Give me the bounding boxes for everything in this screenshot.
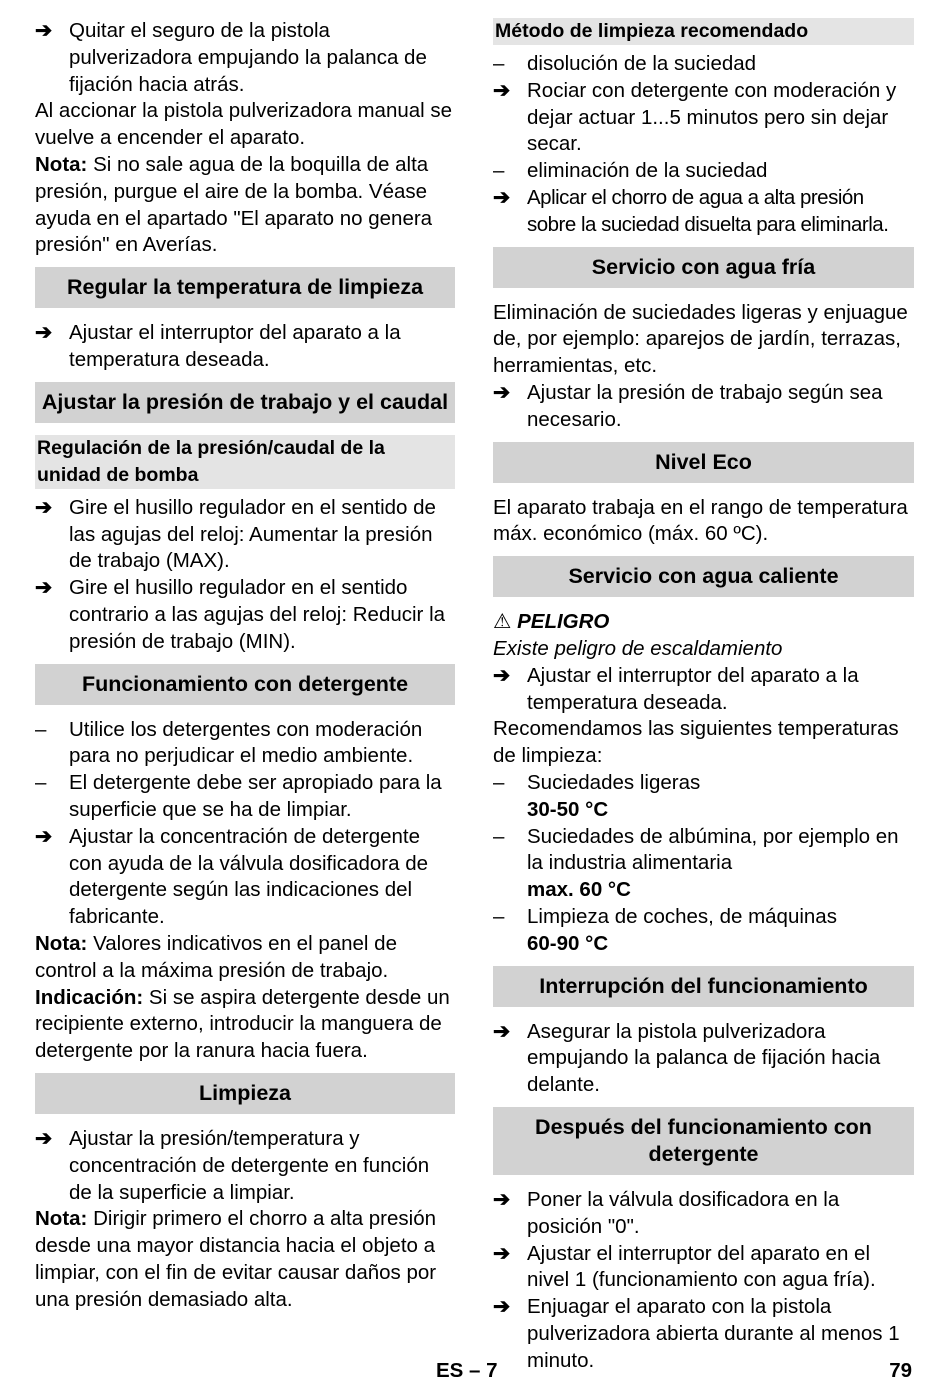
- dash-marker: –: [493, 770, 505, 794]
- section-heading: Nivel Eco: [493, 442, 914, 483]
- list-item: ➔ Ajustar la presión de trabajo según sea necesario.: [493, 380, 883, 431]
- page-number: 79: [889, 1359, 912, 1382]
- section-heading: Regular la temperatura de limpieza: [35, 267, 455, 308]
- arrow-icon: ➔: [493, 1187, 511, 1211]
- list-item: – eliminación de la suciedad: [493, 158, 914, 185]
- list-item: ➔ Aplicar el chorro de agua a alta presión sobre la suciedad disuelta para eliminarla.: [493, 185, 889, 236]
- list-item: ➔ Enjuagar el aparato con la pistola pulverizadora abierta durante al menos 1 minuto.: [493, 1295, 900, 1372]
- warning-icon: ⚠: [493, 610, 512, 634]
- temperature-value: max. 60 °C: [527, 878, 631, 902]
- list-item: ➔ Ajustar el interruptor del aparato en el nivel 1 (funcionamiento con agua fría).: [493, 1241, 876, 1292]
- dash-marker: –: [35, 771, 47, 795]
- note-paragraph: Nota: Valores indicativos en el panel de control a la máxima presión de trabajo.: [35, 931, 397, 982]
- section-heading: Interrupción del funcionamiento: [493, 966, 914, 1007]
- dash-marker: –: [493, 159, 505, 183]
- warning-text: Existe peligro de escaldamiento: [493, 636, 783, 660]
- paragraph: Recomendamos las siguientes temperaturas de limpieza:: [493, 717, 899, 768]
- list-item: ➔ Gire el husillo regulador en el sentido contrario a las agujas del reloj: Reducir la presión de trabajo (MIN).: [35, 576, 446, 653]
- warning-label: ⚠ PELIGRO: [493, 610, 610, 634]
- arrow-icon: ➔: [493, 1019, 511, 1043]
- section-heading: Limpieza: [35, 1073, 455, 1114]
- section-heading: Ajustar la presión de trabajo y el caudal: [35, 382, 455, 423]
- paragraph: Al accionar la pistola pulverizadora manual se vuelve a encender el aparato.: [35, 99, 453, 150]
- arrow-icon: ➔: [493, 78, 511, 102]
- arrow-icon: ➔: [493, 185, 510, 209]
- arrow-icon: ➔: [493, 1295, 511, 1319]
- section-heading: Servicio con agua fría: [493, 247, 914, 288]
- dash-marker: –: [35, 717, 47, 741]
- subsection-heading: Regulación de la presión/caudal de la unidad de bomba: [35, 435, 455, 489]
- list-item: ➔ Ajustar el interruptor del aparato a la temperatura deseada.: [493, 663, 859, 714]
- list-item: – Limpieza de coches, de máquinas 60-90 °C: [493, 904, 837, 955]
- list-item: ➔ Poner la válvula dosificadora en la posición "0".: [493, 1187, 840, 1238]
- section-heading: Servicio con agua caliente: [493, 556, 914, 597]
- section-heading: Funcionamiento con detergente: [35, 664, 455, 705]
- list-item: ➔ Quitar el seguro de la pistola pulverizadora empujando la palanca de fijación hacia atrás.: [35, 19, 427, 96]
- section-heading: Después del funcionamiento con detergente: [493, 1107, 914, 1175]
- list-item: ➔ Ajustar la concentración de detergente con ayuda de la válvula dosificadora de detergente según las indicaciones del fabricante.: [35, 824, 428, 929]
- paragraph: El aparato trabaja en el rango de temperatura máx. económico (máx. 60 ºC).: [493, 495, 908, 546]
- arrow-icon: ➔: [35, 576, 53, 600]
- arrow-icon: ➔: [493, 1241, 511, 1265]
- dash-marker: –: [493, 904, 505, 928]
- dash-marker: –: [493, 52, 505, 75]
- list-item: ➔ Gire el husillo regulador en el sentido de las agujas del reloj: Aumentar la presión de trabajo (MAX).: [35, 495, 436, 573]
- list-item: ➔ Ajustar la presión/temperatura y concentración de detergente en función de la superficie a limpiar.: [35, 1126, 430, 1204]
- arrow-icon: ➔: [493, 663, 511, 687]
- left-column: [35, 18, 455, 1313]
- subsection-heading: Método de limpieza recomendado: [493, 18, 914, 45]
- temperature-value: 60-90 °C: [527, 931, 609, 955]
- arrow-icon: ➔: [35, 321, 53, 345]
- list-item: – Suciedades de albúmina, por ejemplo en la industria alimentaria max. 60 °C: [493, 824, 899, 902]
- note-paragraph: Nota: Si no sale agua de la boquilla de alta presión, purgue el aire de la bomba. Véase ayuda en el apartado "El aparato no genera presión" en Averías.: [35, 152, 433, 257]
- list-item: ➔ Asegurar la pistola pulverizadora empujando la palanca de fijación hacia delante.: [493, 1019, 881, 1097]
- note-paragraph: Nota: Dirigir primero el chorro a alta presión desde una mayor distancia hacia el objeto a limpiar, con el fin de evitar causar daños por una presión demasiado alta.: [35, 1207, 437, 1311]
- arrow-icon: ➔: [35, 1126, 53, 1150]
- arrow-icon: ➔: [35, 495, 53, 519]
- footer-section-number: ES – 7: [436, 1359, 498, 1382]
- dash-marker: –: [493, 824, 505, 848]
- list-item: ➔ Ajustar el interruptor del aparato a la temperatura deseada.: [35, 321, 401, 371]
- temperature-value: 30-50 °C: [527, 797, 609, 821]
- arrow-icon: ➔: [493, 380, 511, 404]
- list-item: – Suciedades ligeras 30-50 °C: [493, 770, 701, 821]
- note-paragraph: Indicación: Si se aspira detergente desde un recipiente externo, introducir la manguera de detergente por la ranura hacia fuera.: [35, 985, 450, 1063]
- arrow-icon: ➔: [35, 19, 53, 42]
- list-item: – El detergente debe ser apropiado para la superficie que se ha de limpiar.: [35, 771, 442, 821]
- list-item: ➔ Rociar con detergente con moderación y dejar actuar 1...5 minutos pero sin dejar secar.: [493, 78, 897, 156]
- right-column: [493, 18, 914, 1374]
- list-item: – Utilice los detergentes con moderación para no perjudicar el medio ambiente.: [35, 717, 423, 768]
- paragraph: Eliminación de suciedades ligeras y enjuague de, por ejemplo: aparejos de jardín, terrazas, herramientas, etc.: [493, 300, 908, 378]
- arrow-icon: ➔: [35, 824, 53, 848]
- list-item: – disolución de la suciedad: [493, 51, 914, 78]
